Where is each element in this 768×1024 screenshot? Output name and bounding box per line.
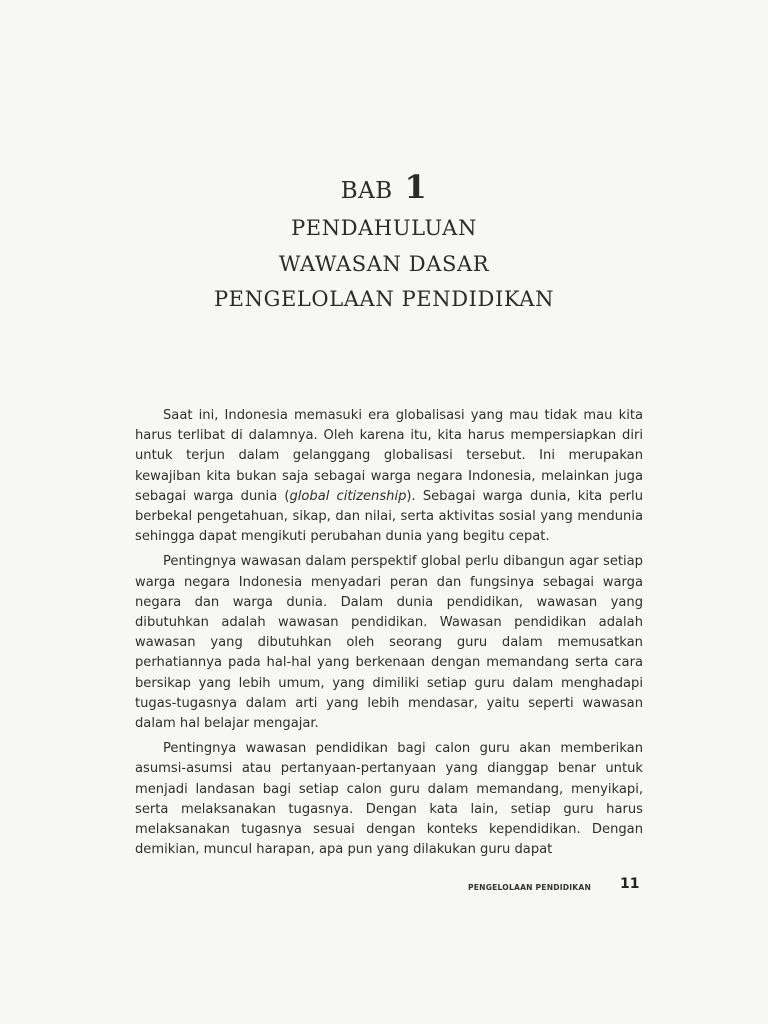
chapter-body	[135, 406, 643, 865]
chapter-title-line-3: PENGELOLAAN PENDIDIKAN	[213, 287, 555, 311]
chapter-heading	[0, 168, 768, 206]
paragraph-3: Pentingnya wawasan pendidikan bagi calon guru akan memberikan asumsi-asumsi atau pertanyaan-pertanyaan yang dianggap benar untuk menjadi landasan bagi setiap calon guru dalam memandang, menyikapi, serta melaksanakan tugasnya. Dengan kata lain, setiap guru harus melaksanakan tugasnya sesuai dengan konteks kependidikan. Dengan demikian, muncul harapan, apa pun yang dilakukan guru dapat	[135, 741, 643, 858]
paragraph-2: Pentingnya wawasan dalam perspektif global perlu dibangun agar setiap warga negara Indonesia menyadari peran dan fungsinya sebagai warga negara dan warga dunia. Dalam dunia pendidikan, wawasan yang dibutuhkan adalah wawasan pendidikan. Wawasan pendidikan adalah wawasan yang dibutuhkan oleh seorang guru dalam memusatkan perhatiannya pada hal-hal yang berkenaan dengan memandang serta cara bersikap yang lebih umum, yang dimiliki setiap guru dalam menghadapi tugas-tugasnya dalam arti yang lebih mendasar, yaitu seperti wawasan dalam hal belajar mengajar.	[135, 554, 643, 732]
chapter-prefix: BAB	[340, 178, 393, 204]
page-number: 11	[620, 876, 640, 892]
paragraph-1-italic-term: global citizenship	[289, 488, 407, 504]
paragraph-1-text-a: Saat ini, Indonesia memasuki era globalisasi yang mau tidak mau kita harus terlibat di dalamnya. Oleh karena itu, kita harus mempersiapkan diri untuk terjun dalam gelanggang globalisasi tersebut. Ini merupakan kewajiban kita bukan saja sebagai warga negara Indonesia, melainkan juga sebagai warga dunia (	[135, 408, 643, 504]
chapter-title-line-2: WAWASAN DASAR	[278, 252, 490, 276]
paragraph-1	[135, 406, 643, 547]
chapter-number: 1	[404, 168, 428, 206]
running-footer-title: PENGELOLAAN PENDIDIKAN	[468, 883, 592, 892]
paragraph-1-text-b: ). Sebagai warga dunia, kita perlu berbekal pengetahuan, sikap, dan nilai, serta aktivitas sosial yang mendunia sehingga dapat mengikuti perubahan dunia yang begitu cepat.	[135, 488, 643, 545]
chapter-title-line-1: PENDAHULUAN	[291, 216, 477, 240]
